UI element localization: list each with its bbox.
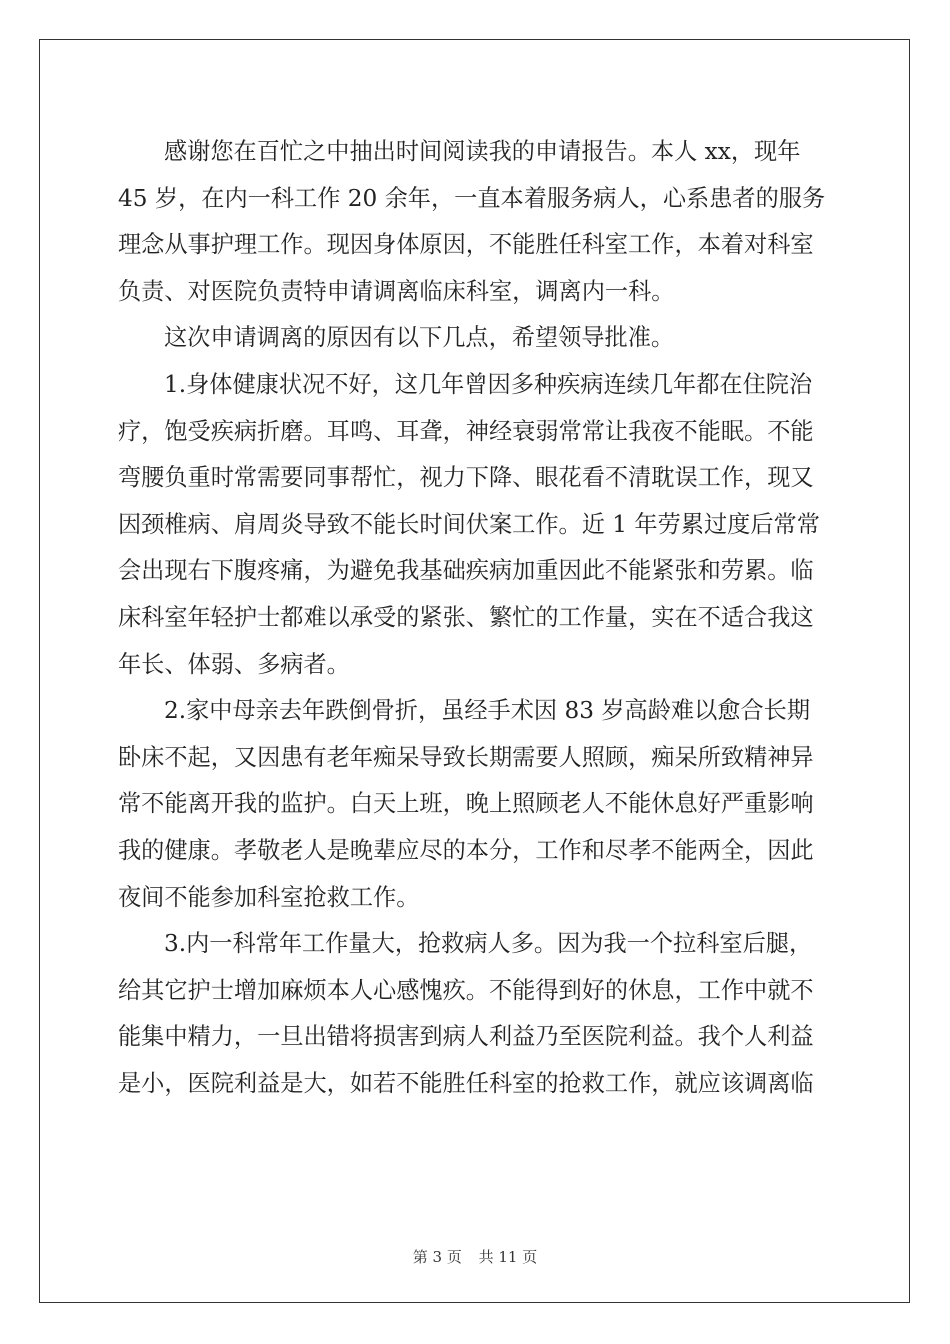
text-line: 是小，医院利益是大，如若不能胜任科室的抢救工作，就应该调离临 — [118, 1069, 814, 1097]
page-number: 第 3 页 — [412, 1248, 462, 1266]
page-total: 共 11 页 — [478, 1248, 538, 1266]
text-line: 弯腰负重时常需要同事帮忙，视力下降、眼花看不清耽误工作，现又 — [118, 464, 814, 492]
text-line: 45 岁，在内一科工作 20 余年，一直本着服务病人，心系患者的服务 — [118, 184, 826, 212]
text-line: 常不能离开我的监护。白天上班，晚上照顾老人不能休息好严重影响 — [118, 790, 814, 818]
text-line: 给其它护士增加麻烦本人心感愧疚。不能得到好的休息，工作中就不 — [118, 976, 814, 1004]
document-body — [118, 129, 838, 1107]
text-line: 理念从事护理工作。现因身体原因，不能胜任科室工作，本着对科室 — [118, 231, 814, 259]
text-line: 1.身体健康状况不好，这几年曾因多种疾病连续几年都在住院治 — [164, 370, 813, 398]
text-line: 床科室年轻护士都难以承受的紧张、繁忙的工作量，实在不适合我这 — [118, 603, 814, 631]
text-line: 2.家中母亲去年跌倒骨折，虽经手术因 83 岁高龄难以愈合长期 — [164, 697, 811, 725]
text-line: 我的健康。孝敬老人是晚辈应尽的本分，工作和尽孝不能两全，因此 — [118, 836, 814, 864]
page-footer — [0, 1246, 950, 1267]
text-line: 会出现右下腹疼痛，为避免我基础疾病加重因此不能紧张和劳累。临 — [118, 557, 814, 585]
text-line: 夜间不能参加科室抢救工作。 — [118, 883, 420, 911]
text-line: 疗，饱受疾病折磨。耳鸣、耳聋，神经衰弱常常让我夜不能眠。不能 — [118, 417, 814, 445]
text-line: 卧床不起，又因患有老年痴呆导致长期需要人照顾，痴呆所致精神异 — [118, 743, 814, 771]
text-line: 负责、对医院负责特申请调离临床科室，调离内一科。 — [118, 277, 675, 305]
text-line: 这次申请调离的原因有以下几点，希望领导批准。 — [164, 324, 675, 352]
text-line: 年长、体弱、多病者。 — [118, 650, 350, 678]
text-line: 因颈椎病、肩周炎导致不能长时间伏案工作。近 1 年劳累过度后常常 — [118, 510, 820, 538]
text-line: 能集中精力，一旦出错将损害到病人利益乃至医院利益。我个人利益 — [118, 1023, 814, 1051]
text-line: 感谢您在百忙之中抽出时间阅读我的申请报告。本人 xx，现年 — [164, 138, 801, 165]
text-line: 3.内一科常年工作量大，抢救病人多。因为我一个拉科室后腿， — [164, 930, 813, 958]
